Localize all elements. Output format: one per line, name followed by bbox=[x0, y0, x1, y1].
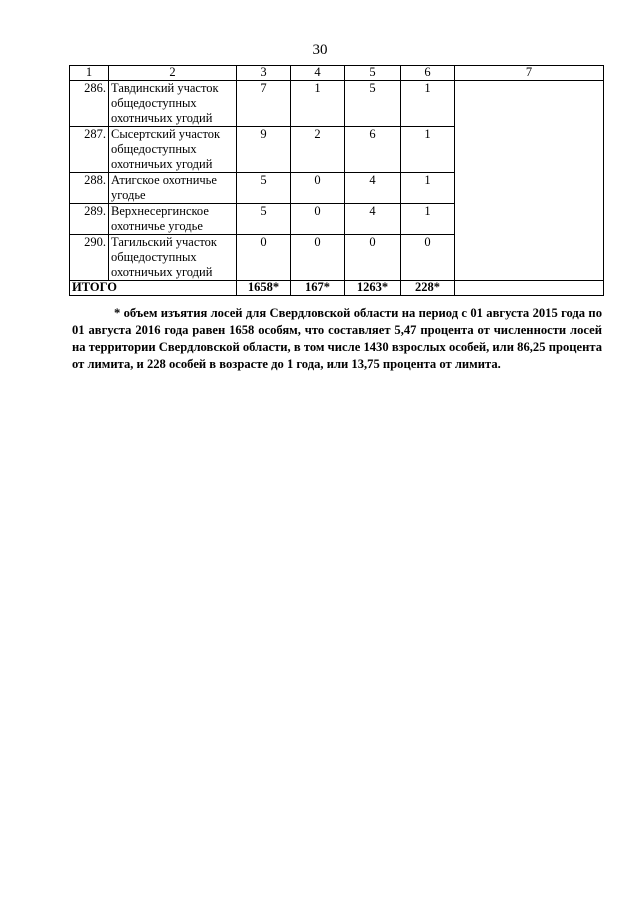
total-label: ИТОГО bbox=[70, 281, 237, 296]
footnote bbox=[72, 305, 602, 373]
total-col6: 228* bbox=[401, 281, 455, 296]
total-col4: 167* bbox=[291, 281, 345, 296]
cell-col6: 1 bbox=[401, 204, 455, 235]
cell-col3: 5 bbox=[237, 173, 291, 204]
col-header-2: 2 bbox=[109, 66, 237, 81]
area-name: Тагильский участок общедоступных охотничьих угодий bbox=[109, 235, 237, 281]
area-name: Тавдинский участок общедоступных охотничьих угодий bbox=[109, 81, 237, 127]
cell-col3: 5 bbox=[237, 204, 291, 235]
cell-col3: 7 bbox=[237, 81, 291, 127]
cell-col5: 5 bbox=[345, 81, 401, 127]
col-header-7: 7 bbox=[455, 66, 604, 81]
total-col3: 1658* bbox=[237, 281, 291, 296]
limits-table bbox=[69, 65, 604, 296]
cell-col6: 1 bbox=[401, 81, 455, 127]
col-header-3: 3 bbox=[237, 66, 291, 81]
row-number: 287. bbox=[70, 127, 109, 173]
page-number: 30 bbox=[312, 42, 328, 58]
cell-col4: 0 bbox=[291, 204, 345, 235]
footnote-text: * объем изъятия лосей для Свердловской области на период с 01 августа 2015 года по 01 августа 2016 года равен 1658 особям, что составляет 5,47 процента от численности лосей на территории Свердловской области, в том числе 1430 взрослых особей, или 86,25 процента от лимита, и 228 особей в возрасте до 1 года, или 13,75 процента от лимита. bbox=[72, 306, 602, 371]
cell-col4: 0 bbox=[291, 173, 345, 204]
cell-col4: 1 bbox=[291, 81, 345, 127]
total-row bbox=[70, 281, 604, 296]
cell-col3: 0 bbox=[237, 235, 291, 281]
cell-col6: 0 bbox=[401, 235, 455, 281]
cell-col4: 2 bbox=[291, 127, 345, 173]
table-row bbox=[70, 81, 604, 127]
cell-col5: 0 bbox=[345, 235, 401, 281]
merged-col7-cell bbox=[455, 81, 604, 281]
cell-col5: 4 bbox=[345, 204, 401, 235]
row-number: 286. bbox=[70, 81, 109, 127]
col-header-6: 6 bbox=[401, 66, 455, 81]
area-name: Верхнесергинское охотничье угодье bbox=[109, 204, 237, 235]
area-name: Сысертский участок общедоступных охотничьих угодий bbox=[109, 127, 237, 173]
table-header-row bbox=[70, 66, 604, 81]
cell-col6: 1 bbox=[401, 127, 455, 173]
cell-col4: 0 bbox=[291, 235, 345, 281]
cell-col5: 6 bbox=[345, 127, 401, 173]
col-header-4: 4 bbox=[291, 66, 345, 81]
col-header-1: 1 bbox=[70, 66, 109, 81]
row-number: 289. bbox=[70, 204, 109, 235]
row-number: 290. bbox=[70, 235, 109, 281]
total-col5: 1263* bbox=[345, 281, 401, 296]
cell-col3: 9 bbox=[237, 127, 291, 173]
col-header-5: 5 bbox=[345, 66, 401, 81]
total-col7 bbox=[455, 281, 604, 296]
cell-col5: 4 bbox=[345, 173, 401, 204]
area-name: Атигское охотничье угодье bbox=[109, 173, 237, 204]
cell-col6: 1 bbox=[401, 173, 455, 204]
row-number: 288. bbox=[70, 173, 109, 204]
